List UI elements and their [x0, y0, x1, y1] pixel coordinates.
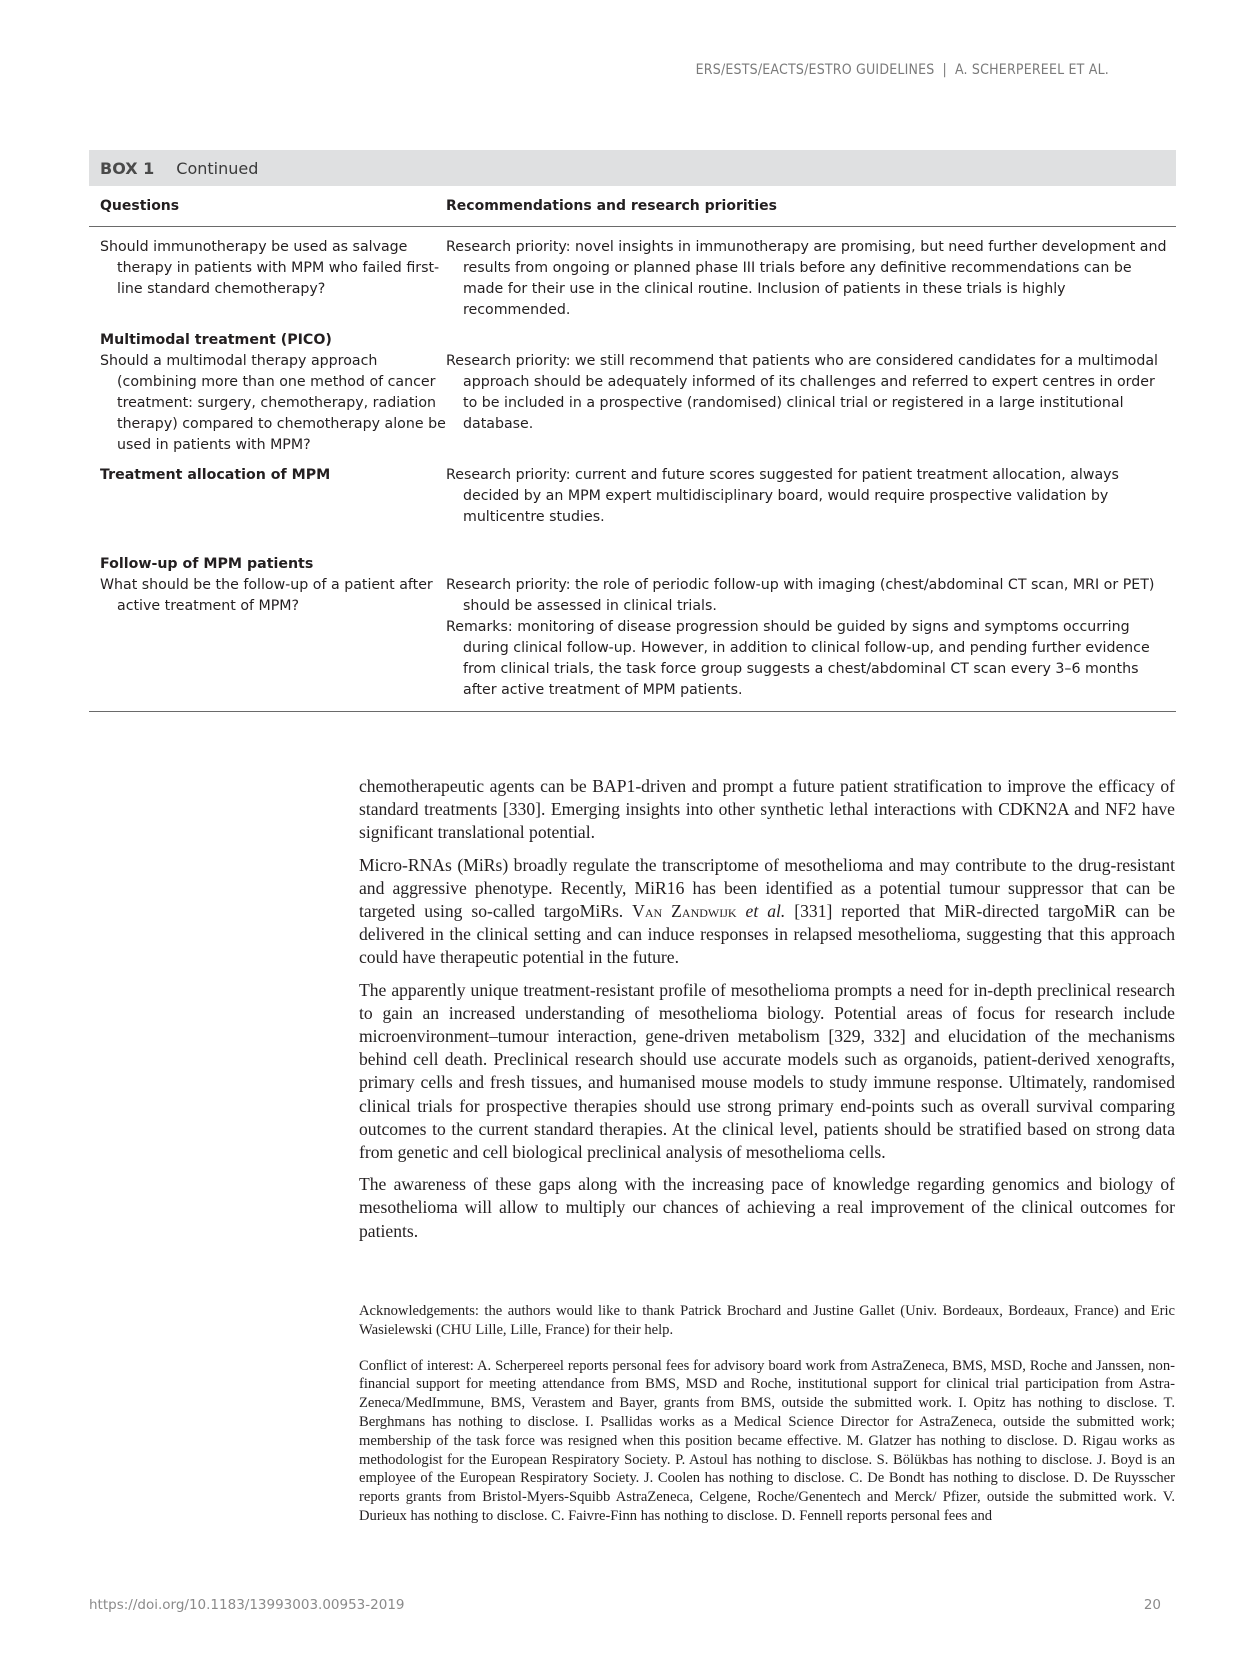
table-row	[89, 237, 1176, 321]
question-text: What should be the follow-up of a patient after active treatment of MPM?	[100, 577, 433, 614]
running-head	[696, 62, 1109, 78]
recommendation-text: Research priority: current and future scores suggested for patient treatment allocation, always decided by an MPM expert multidisciplinary board, would require prospective validation by multicentre studies.	[446, 467, 1119, 525]
box-status: Continued	[176, 158, 259, 178]
table-row	[89, 465, 1176, 528]
table-row	[89, 554, 1176, 701]
question-cell	[89, 330, 446, 456]
separator: |	[942, 62, 947, 78]
remarks-text: Remarks: monitoring of disease progression should be guided by signs and symptoms occurring during clinical follow-up. However, in addition to clinical follow-up, and pending further evidence from clinical trials, the task force group suggests a chest/abdominal CT scan every 3–6 months after active treatment of MPM patients.	[446, 619, 1150, 698]
row-heading: Multimodal treatment (PICO)	[100, 332, 332, 348]
running-head-authors: A. SCHERPEREEL ET AL.	[954, 62, 1109, 78]
question-cell	[89, 554, 446, 701]
page-number: 20	[1143, 1597, 1161, 1613]
recommendation-text: Research priority: we still recommend that patients who are considered candidates for a multimodal approach should be adequately informed of its challenges and referred to expert centres in order to be included in a prospective (randomised) clinical trial or registered in a large institutional database.	[446, 353, 1158, 432]
body-text	[359, 775, 1175, 1252]
box-1-table	[89, 150, 1176, 712]
table-row	[89, 330, 1176, 456]
paragraph: The apparently unique treatment-resistant profile of mesothelioma prompts a need for in-depth preclinical research to gain an increased understanding of mesothelioma biology. Potential areas of focus for research include microenvironment–tumour interaction, gene-driven metabolism [329, 332] and elucidation of the mechanisms behind cell death. Preclinical research should use accurate models such as organoids, patient-derived xenografts, primary cells and fresh tissues, and humanised mouse models to study immune response. Ultimately, randomised clinical trials for prospective therapies should use strong primary end-points such as overall survival comparing outcomes to the current standard therapies. At the clinical level, patients should be stratified based on strong data from genetic and cell biological preclinical analysis of mesothelioma cells.	[359, 979, 1175, 1163]
doi-link[interactable]: https://doi.org/10.1183/13993003.00953-2019	[89, 1597, 405, 1613]
paragraph: The awareness of these gaps along with the increasing pace of knowledge regarding genomics and biology of mesothelioma will allow to multiply our chances of achieving a real improvement of the clinical outcomes for patients.	[359, 1174, 1175, 1241]
box-title	[89, 150, 1176, 186]
row-heading: Treatment allocation of MPM	[100, 467, 331, 483]
paragraph: Micro-RNAs (MiRs) broadly regulate the transcriptome of mesothelioma and may contribute to the drug-resistant and aggressive phenotype. Recently, MiR16 has been identified as a potential tumour suppressor that can be targeted using so-called targoMiRs. Van Zandwijk et al. [331] reported that MiR-directed targoMiR can be delivered in the clinical setting and can induce responses in relapsed mesothelioma, suggesting that this approach could have therapeutic potential in the future.	[359, 854, 1176, 968]
recommendation-cell	[446, 554, 1176, 701]
recommendation-cell	[446, 465, 1176, 528]
end-notes	[359, 1302, 1175, 1543]
question-cell	[89, 237, 446, 321]
box-number: BOX 1	[100, 158, 155, 178]
question-cell	[89, 465, 446, 528]
box-rows	[89, 227, 1176, 712]
column-header-questions: Questions	[100, 197, 180, 214]
row-heading: Follow-up of MPM patients	[100, 556, 314, 572]
cited-author: Van Zandwijk	[632, 901, 737, 922]
recommendation-text: Research priority: the role of periodic follow-up with imaging (chest/abdominal CT scan, MRI or PET) should be assessed in clinical trials.	[446, 577, 1155, 614]
paragraph: chemotherapeutic agents can be BAP1-driven and prompt a future patient stratification to improve the efficacy of standard treatments [330]. Emerging insights into other synthetic lethal interactions with CDKN2A and NF2 have significant translational potential.	[359, 776, 1175, 843]
question-text: Should a multimodal therapy approach (combining more than one method of cancer treatment: surgery, chemotherapy, radiation therapy) compared to chemotherapy alone be used in patients with MPM?	[100, 353, 446, 453]
question-text: Should immunotherapy be used as salvage therapy in patients with MPM who failed first-line standard chemotherapy?	[100, 239, 440, 297]
recommendation-cell	[446, 237, 1176, 321]
recommendation-cell	[446, 330, 1176, 456]
column-header-recommendations: Recommendations and research priorities	[446, 197, 777, 214]
box-column-headers	[89, 186, 1176, 227]
recommendation-text: Research priority: novel insights in immunotherapy are promising, but need further development and results from ongoing or planned phase III trials before any definitive recommendations can be made for their use in the clinical routine. Inclusion of patients in these trials is highly recommended.	[446, 239, 1167, 318]
acknowledgements: Acknowledgements: the authors would like to thank Patrick Brochard and Justine Gallet (Univ. Bordeaux, Bordeaux, France) and Eric Wasielewski (CHU Lille, Lille, France) for their help.	[359, 1303, 1175, 1338]
journal-section: ERS/ESTS/EACTS/ESTRO GUIDELINES	[695, 62, 935, 78]
conflict-of-interest: Conflict of interest: A. Scherpereel reports personal fees for advisory board work from AstraZeneca, BMS, MSD, Roche and Janssen, non-financial support for meeting attendance from BMS, MSD and Roche, institutional support for clinical trial participation from Astra-Zeneca/MedImmune, BMS, Verastem and Bayer, grants from BMS, outside the submitted work. I. Opitz has nothing to disclose. T. Berghmans has nothing to disclose. I. Psallidas works as a Medical Science Director for AstraZeneca, outside the submitted work; membership of the task force was resigned when this position became effective. M. Glatzer has nothing to disclose. D. Rigau works as methodologist for the European Respiratory Society. P. Astoul has nothing to disclose. S. Bölükbas has nothing to disclose. J. Boyd is an employee of the European Respiratory Society. J. Coolen has nothing to disclose. C. De Bondt has nothing to disclose. D. De Ruysscher reports grants from Bristol-Myers-Squibb AstraZeneca, Celgene, Roche/Genentech and Merck/ Pfizer, outside the submitted work. V. Durieux has nothing to disclose. C. Faivre-Finn has nothing to disclose. D. Fennell reports personal fees and	[359, 1357, 1175, 1524]
